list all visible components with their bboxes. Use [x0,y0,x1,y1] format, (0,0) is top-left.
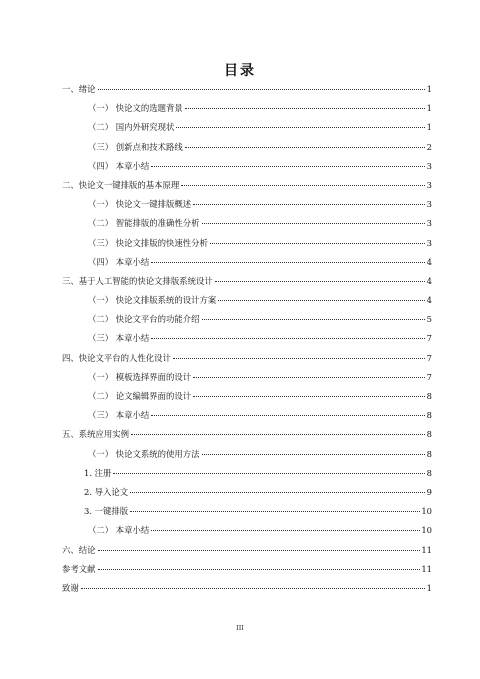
toc-entry[interactable] [62,272,432,291]
toc-list [62,80,432,598]
toc-entry[interactable] [62,425,432,444]
toc-entry[interactable] [62,541,432,560]
toc-page-number: 2 [426,141,432,152]
toc-entry-label: （三） 本章小结 [88,410,150,421]
toc-entry[interactable] [62,253,432,272]
toc-entry-label: （二） 国内外研究现状 [88,122,175,133]
toc-entry-label: 2. 导入论文 [84,486,129,497]
toc-entry[interactable] [62,329,432,348]
toc-page-number: 1 [426,84,432,94]
dot-leader [113,473,425,474]
toc-entry-label: 一、绪论 [62,84,96,94]
toc-page-number: 1 [426,582,432,593]
toc-entry-label: 致谢 [62,582,79,593]
toc-entry-label: （二） 本章小结 [88,525,150,536]
toc-entry-label: （一） 快论文一键排版概述 [88,199,192,210]
dot-leader [193,396,425,397]
toc-page-number: 8 [426,391,432,401]
toc-page-number: 5 [426,314,432,325]
toc-entry-label: 四、快论文平台的人性化设计 [62,352,171,363]
dot-leader [151,530,420,531]
toc-page-number: 3 [426,237,432,248]
toc-entry-label: 二、快论文一键排版的基本原理 [62,179,180,190]
toc-entry-label: （三） 本章小结 [88,333,150,344]
dot-leader [185,147,425,148]
dot-leader [98,89,426,90]
dot-leader [218,300,425,301]
toc-entry-label: （三） 创新点和技术路线 [88,141,183,152]
toc-entry-label: （一） 模板选择界面的设计 [88,371,192,382]
dot-leader [210,243,425,244]
toc-entry-label: 五、系统应用实例 [62,429,129,440]
toc-title: 目录 [224,63,256,79]
toc-entry-label: 三、基于人工智能的快论文排版系统设计 [62,275,213,286]
toc-page-number: 3 [426,160,432,171]
dot-leader [215,281,425,282]
dot-leader [81,588,425,589]
toc-entry-label: 3. 一键排版 [84,506,129,517]
toc-page-number: 8 [426,448,432,459]
toc-page-number: 4 [426,275,432,286]
toc-entry[interactable] [62,349,432,368]
toc-entry[interactable] [62,579,432,598]
toc-page-number: 4 [426,256,432,267]
toc-entry[interactable] [62,368,432,387]
toc-entry-label: 六、结论 [62,544,96,555]
toc-entry[interactable] [62,387,432,406]
toc-entry[interactable] [62,560,432,579]
toc-entry-label: （四） 本章小结 [88,160,150,171]
toc-entry[interactable] [62,157,432,176]
dot-leader [151,415,425,416]
toc-entry[interactable] [62,291,432,310]
toc-entry-label: （二） 快论文平台的功能介绍 [88,314,200,325]
dot-leader [193,377,425,378]
dot-leader [173,358,425,359]
dot-leader [151,338,425,339]
toc-entry-label: （三） 快论文排版的快速性分析 [88,237,208,248]
dot-leader [202,319,425,320]
toc-entry[interactable] [62,176,432,195]
toc-page-number: 7 [426,352,432,363]
toc-entry-label: 参考文献 [62,563,96,574]
dot-leader [181,185,425,186]
toc-page-number: 1 [426,103,432,114]
toc-page-number: 3 [426,218,432,229]
dot-leader [151,262,425,263]
toc-page-number: 8 [426,429,432,440]
dot-leader [176,127,425,128]
toc-page-number: 11 [421,544,432,555]
toc-entry[interactable] [62,521,432,540]
toc-page-number: 7 [426,371,432,382]
toc-entry-label: 1. 注册 [84,467,112,478]
dot-leader [202,223,425,224]
toc-page-number: 3 [426,199,432,210]
dot-leader [202,454,425,455]
dot-leader [98,569,421,570]
toc-entry[interactable] [62,445,432,464]
dot-leader [151,166,425,167]
toc-entry[interactable] [62,195,432,214]
toc-entry[interactable] [62,483,432,502]
toc-page-number: 7 [426,333,432,344]
toc-entry-label: （一） 快论文系统的使用方法 [88,448,200,459]
toc-entry[interactable] [62,99,432,118]
toc-entry[interactable] [62,234,432,253]
toc-page-number: 3 [426,179,432,190]
dot-leader [185,108,425,109]
toc-entry[interactable] [62,138,432,157]
dot-leader [130,492,425,493]
toc-page-number: 10 [421,506,432,517]
dot-leader [98,550,421,551]
dot-leader [130,511,420,512]
toc-page-number: 1 [426,122,432,133]
toc-entry[interactable] [62,310,432,329]
toc-entry[interactable] [62,464,432,483]
dot-leader [131,434,425,435]
toc-page-number: 4 [426,295,432,306]
dot-leader [193,204,425,205]
page-number-footer: III [236,624,244,632]
toc-entry-label: （二） 智能排版的准确性分析 [88,218,200,229]
toc-entry-label: （一） 快论文的选题背景 [88,103,183,114]
toc-page-number: 10 [421,525,432,536]
toc-entry[interactable] [62,502,432,521]
toc-page-number: 11 [421,563,432,574]
toc-entry-label: （四） 本章小结 [88,256,150,267]
toc-page-number: 8 [426,410,432,421]
toc-page-number: 8 [426,467,432,478]
toc-entry-label: （一） 快论文排版系统的设计方案 [88,295,217,306]
toc-page-number: 9 [426,486,432,497]
toc-entry[interactable] [62,118,432,137]
toc-entry[interactable] [62,80,432,99]
toc-entry[interactable] [62,214,432,233]
toc-entry[interactable] [62,406,432,425]
toc-entry-label: （二） 论文编辑界面的设计 [88,391,192,401]
